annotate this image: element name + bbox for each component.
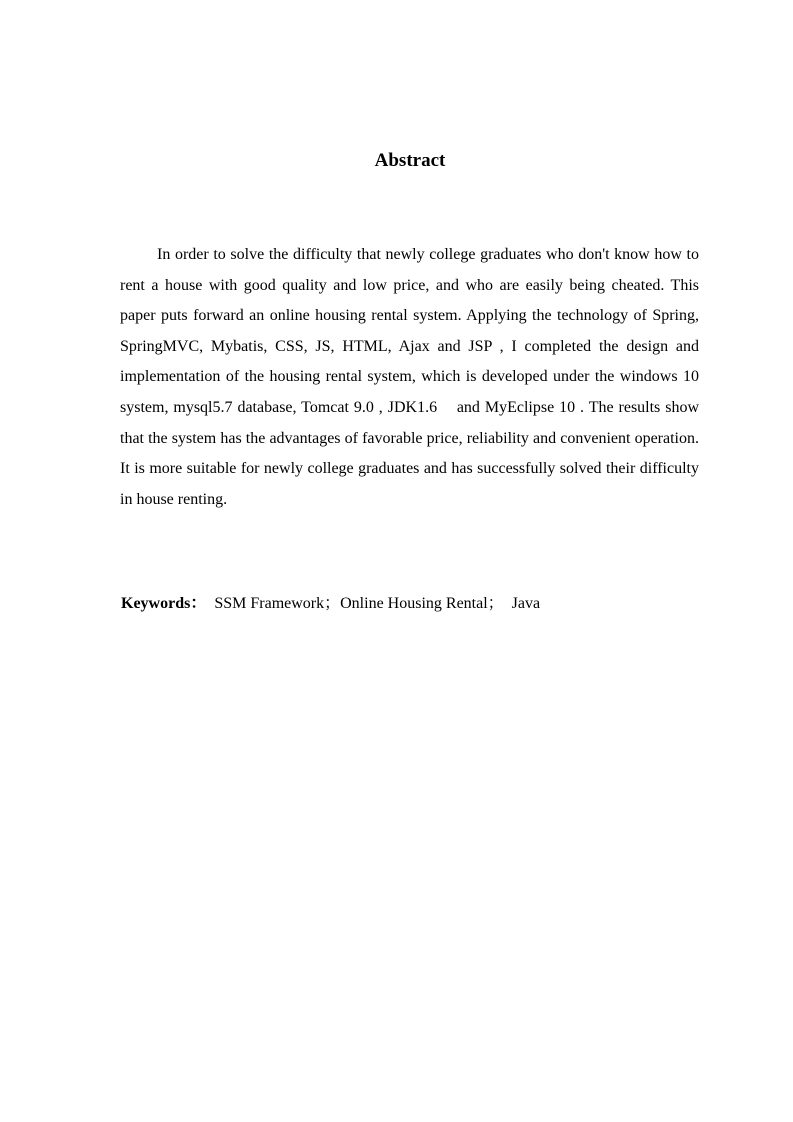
keywords-label: Keywords： — [121, 595, 207, 612]
abstract-body: In order to solve the difficulty that newly college graduates who don't know how to rent a house with good quality and low price, and who are easily being cheated. This paper puts forward an online housing rental system. Applying the technology of Spring, SpringMVC, Mybatis, CSS, JS, HTML, Ajax and JSP , I completed the design and implementation of the housing rental system, which is developed under the windows 10 system, mysql5.7 database, Tomcat 9.0 , JDK1.6 and MyEclipse 10 . The results show that the system has the advantages of favorable price, reliability and convenient operation. It is more suitable for newly college graduates and has successfully solved their difficulty in house renting. — [120, 246, 699, 508]
keywords-text: SSM Framework；Online Housing Rental； Java — [206, 595, 541, 612]
abstract-title: Abstract — [374, 150, 446, 171]
keywords-line — [121, 591, 700, 617]
